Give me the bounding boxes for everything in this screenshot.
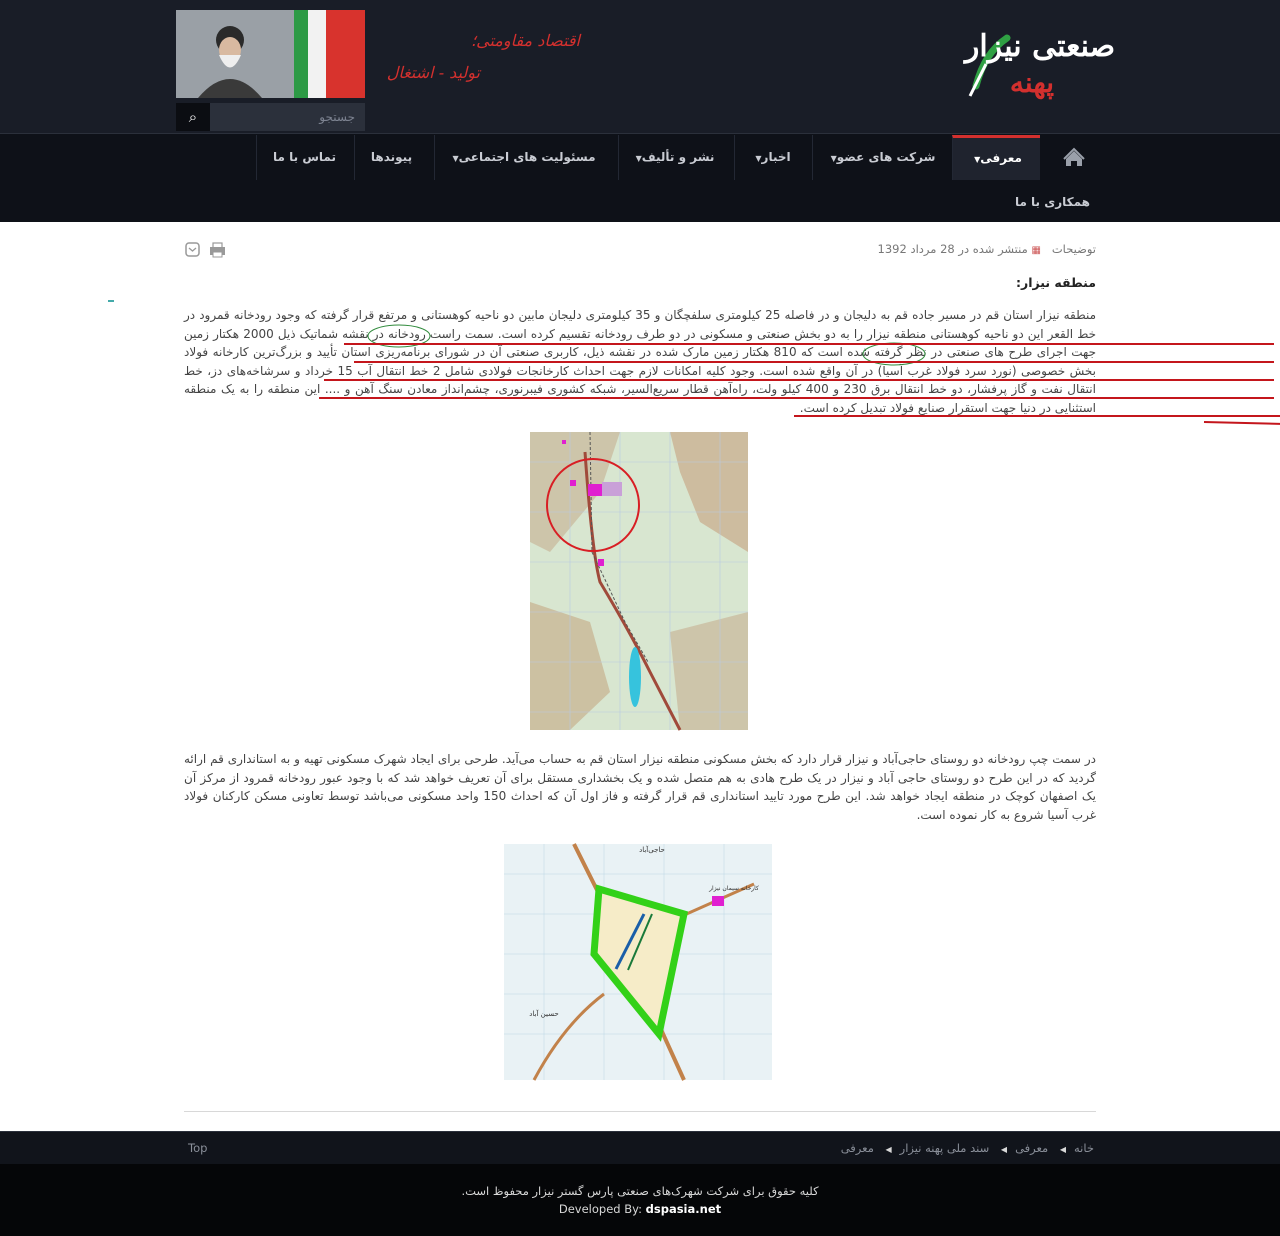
developer-link[interactable]: dspasia.net <box>645 1202 722 1216</box>
chevron-down-icon: ▼ <box>830 154 837 163</box>
back-to-top-link[interactable]: Top <box>188 1141 208 1155</box>
nav-item-links[interactable] <box>354 135 428 180</box>
content-divider <box>184 1111 1096 1112</box>
nav-item-label: معرفی <box>980 151 1022 165</box>
chevron-left-icon: ◀ <box>1000 1145 1008 1154</box>
nav-item-label: پیوندها <box>370 150 413 164</box>
breadcrumb-bar <box>0 1131 1280 1164</box>
chevron-down-icon: ▼ <box>635 154 642 163</box>
chevron-down-icon: ▼ <box>974 155 981 164</box>
map-label-east: کارخانه سیمان نیزار <box>709 885 759 892</box>
nav-item-publications[interactable] <box>618 135 728 180</box>
chevron-left-icon: ◀ <box>885 1145 892 1154</box>
nav-item-cooperate[interactable]: همکاری با ما <box>1014 195 1090 209</box>
breadcrumb-item[interactable]: معرفی <box>1015 1141 1049 1155</box>
map-label-southwest: حسین آباد <box>529 1010 559 1018</box>
copyright-text: کلیه حقوق برای شرکت شهرک‌های صنعتی پارس گستر نیزار محفوظ است. <box>461 1184 819 1198</box>
article-meta <box>878 242 1096 256</box>
article-heading: منطقه نیزار: <box>1016 275 1096 290</box>
slogan-line1: اقتصاد مقاومتی؛ <box>471 31 580 50</box>
print-icon[interactable] <box>210 243 225 257</box>
nav-item-label: اخبار <box>761 150 791 164</box>
leader-portrait <box>176 10 365 98</box>
logo-text: صنعتی نیزار <box>964 29 1116 64</box>
nav-home[interactable] <box>1052 135 1096 180</box>
developer-credit <box>0 1202 1280 1216</box>
slogan <box>386 20 585 90</box>
nav-item-label: شرکت های عضو <box>836 150 936 164</box>
article-paragraph-1: منطقه نیزار استان قم در مسیر جاده قم به دلیجان و در فاصله 25 کیلومتری سلفچگان و 35 کیلومتری دلیجان مابین دو ناحیه کوهستانی و مرتفع قرار گرفته که وجود رودخانه قمرود در خط القعر این دو ناحیه کوهستانی منطقه نیزار را به دو بخش صنعتی و مسکونی در دو طرف رودخانه تقسیم کرده است. سمت راست رودخانه در نقشه شماتیک ذیل 2000 هکتار زمین جهت اجرای طرح های صنعتی در نظر گرفته شده است که 810 هکتار زمین مارک شده در نقشه ذیل، کاربری صنعتی آن در شورای برنامه‌ریزی استان تأیید و بزرگ‌ترین کارخانه فولاد بخش خصوصی (نورد سرد فولاد غرب آسیا) در آن واقع شده است. وجود کلیه امکانات لازم جهت احداث کارخانجات فولادی شامل 2 خط انتقال آب 15 خرداد و سرشاخه‌های دز، خط انتقال نفت و گاز پرفشار، دو خط انتقال برق 230 و 400 کیلو ولت، راه‌آهن قطار سریع‌السیر، شبکه کشوری فیبرنوری، چشم‌انداز معادن سنگ آهن و .... این منطقه را به یک منطقه استثنایی در دنیا جهت استقرار صنایع فولاد تبدیل کرده است. <box>184 308 1097 415</box>
search-button[interactable] <box>176 103 210 131</box>
breadcrumb-item-home[interactable]: خانه <box>1074 1141 1094 1155</box>
nav-item-social-responsibility[interactable] <box>434 135 610 180</box>
breadcrumb-item-current: معرفی <box>840 1141 874 1155</box>
article-category: توضیحات <box>1051 242 1096 256</box>
nav-item-label: تماس با ما <box>273 150 336 164</box>
search-icon: ⌕ <box>188 108 198 126</box>
nav-item-contact[interactable] <box>256 135 352 180</box>
developed-by-label: Developed By: <box>558 1202 642 1216</box>
article-date: منتشر شده در 28 مرداد 1392 <box>877 242 1028 256</box>
search-input[interactable] <box>212 103 365 131</box>
article-tools <box>184 240 228 260</box>
residential-plan-map <box>504 844 772 1080</box>
breadcrumb-item[interactable]: سند ملی پهنه نیزار <box>899 1141 990 1155</box>
home-icon <box>1052 135 1096 180</box>
main-nav <box>0 133 1280 222</box>
chevron-down-icon: ▼ <box>755 154 762 163</box>
email-icon[interactable] <box>186 243 199 256</box>
portrait-image <box>176 10 365 98</box>
nav-item-about[interactable] <box>952 135 1040 180</box>
annotation-marks <box>124 318 1104 430</box>
slogan-line2: تولید - اشتغال <box>386 63 480 82</box>
regional-map <box>530 432 748 730</box>
logo-prefix: پهنه <box>1009 66 1055 99</box>
nav-item-label: نشر و تألیف <box>641 150 715 164</box>
site-header <box>0 0 1280 133</box>
article-paragraph-2: در سمت چپ رودخانه دو روستای حاجی‌آباد و نیزار قرار دارد که بخش مسکونی منطقه نیزار استان قم به حساب می‌آید. طرحی برای ایجاد شهرک مسکونی تهیه و به استانداری قم ارائه گردید که در این طرح دو روستای حاجی آباد و نیزار در یک طرح هادی به هم متصل شده و یک بخشداری مستقل برای آن تعریف خواهد شد که با وجود عبور رودخانه قمرود از مرکز آن یک اصفهان کوچک در منطقه ایجاد خواهد شد. این طرح مورد تایید استانداری قم قرار گرفته و فاز اول آن که احداث 150 واحد مسکونی می‌باشد توسط تعاونی مسکن کارکنان فولاد غرب آسیا شروع به کار نموده است. <box>184 752 1096 822</box>
chevron-left-icon: ◀ <box>1059 1145 1067 1154</box>
site-footer <box>0 1164 1280 1236</box>
nav-item-news[interactable] <box>734 135 808 180</box>
site-logo[interactable] <box>962 8 1116 103</box>
calendar-icon: ▦ <box>1031 245 1041 256</box>
chevron-down-icon: ▼ <box>452 154 459 163</box>
map-label-north: حاجی‌آباد <box>639 846 665 854</box>
page-marker <box>108 300 114 302</box>
nav-item-label: مسئولیت های اجتماعی <box>458 150 596 164</box>
search-box <box>176 103 365 131</box>
breadcrumb <box>841 1132 1094 1165</box>
nav-item-member-companies[interactable] <box>812 135 950 180</box>
